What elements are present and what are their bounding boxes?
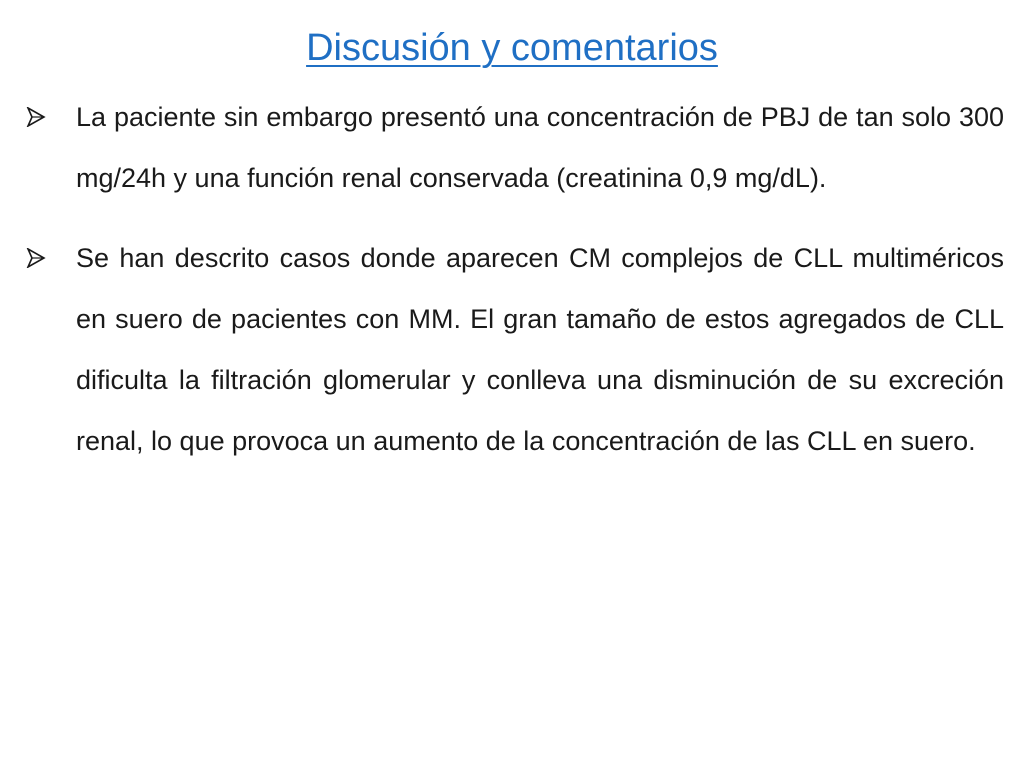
arrow-bullet-icon bbox=[26, 248, 46, 268]
slide-title: Discusión y comentarios bbox=[306, 27, 718, 69]
bullet-item bbox=[26, 228, 1004, 472]
bullet-item bbox=[26, 87, 1004, 209]
arrow-bullet-icon bbox=[26, 107, 46, 127]
bullet-list bbox=[26, 87, 1004, 491]
bullet-text: Se han descrito casos donde aparecen CM complejos de CLL multiméricos en suero de pacientes con MM. El gran tamaño de estos agregados de CLL dificulta la filtración glomerular y conlleva una disminución de su excreción renal, lo que provoca un aumento de la concentración de las CLL en suero. bbox=[76, 243, 1004, 456]
bullet-text: La paciente sin embargo presentó una concentración de PBJ de tan solo 300 mg/24h y una función renal conservada (creatinina 0,9 mg/dL). bbox=[76, 102, 1004, 193]
